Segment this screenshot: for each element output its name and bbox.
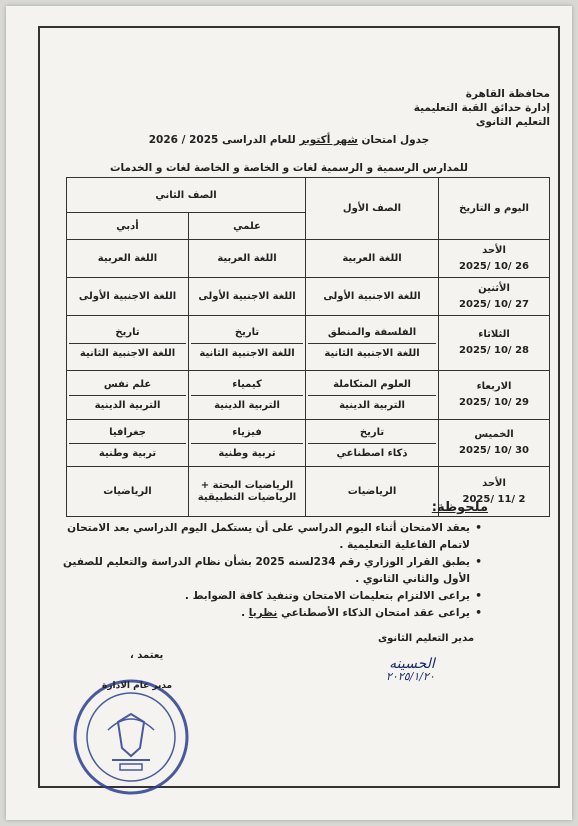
governorate-name: محافظة القاهرة [465, 88, 550, 100]
notes-list [62, 520, 482, 622]
subject-name: التربية الدينية [339, 399, 405, 411]
day-name: الأحد [482, 477, 506, 489]
subject-name: تاريخ [191, 327, 303, 344]
cell-literary-subjects [67, 278, 189, 316]
cell-first-subjects [306, 240, 439, 278]
note-item: • يطبق القرار الوزاري رقم 234لسنه 2025 بشأن نظام الدراسة والتعليم للصفين الأول والثاني الثانوي . [62, 556, 482, 585]
cell-day-date [439, 316, 550, 371]
subject-name: ذكاء اصطناعي [336, 447, 408, 459]
cell-literary-subjects [67, 467, 189, 517]
cell-first-subjects [306, 316, 439, 371]
day-name: الثلاثاء [478, 329, 510, 340]
cell-science-subjects [189, 420, 306, 467]
subject-name: علم نفس [69, 379, 186, 396]
exam-date: 2025/ 11/ 2 [462, 493, 526, 505]
header-day-date: اليوم و التاريخ [439, 178, 550, 240]
subject-name: فيزياء [191, 427, 303, 444]
administration-name: إدارة حدائق القبة التعليمية [413, 102, 550, 114]
cell-science-subjects [189, 371, 306, 420]
table-header-row [67, 178, 550, 213]
day-name: الأثنين [478, 282, 510, 294]
table-row [67, 240, 550, 278]
subject-name: اللغة الاجنبية الأولى [198, 290, 296, 302]
table-row [67, 278, 550, 316]
subject-name: الفلسفة والمنطق [308, 327, 436, 344]
cell-day-date [439, 278, 550, 316]
subject-name: التربية الدينية [214, 399, 280, 411]
subject-name: التربية الدينية [94, 399, 161, 411]
cell-first-subjects [306, 467, 439, 517]
day-name: الأحد [482, 244, 506, 256]
handwritten-signature: الحسينه ٢٠٢٥/١/٢٠ [386, 656, 435, 683]
exam-date: 2025/ 10/ 29 [459, 397, 529, 408]
table-row [67, 371, 550, 420]
subject-name: الرياضيات التطبيقية [197, 491, 297, 503]
subject-name: اللغة الاجنبية الثانية [324, 347, 420, 359]
subject-name: اللغة العربية [342, 252, 402, 264]
note-item: • يعقد الامتحان أثناء اليوم الدراسي على أن يستكمل اليوم الدراسي بعد الامتحان لاتمام الفاعلية التعليمية . [67, 522, 482, 551]
header-second-grade: الصف الثاني [67, 178, 306, 213]
subject-name: اللغة الاجنبية الأولى [78, 290, 177, 302]
title-month: شهر أكتوبر [299, 134, 358, 146]
header-science: علمي [189, 213, 306, 240]
cell-science-subjects [189, 240, 306, 278]
signatory-title: مدير التعليم الثانوى [378, 633, 475, 644]
bullet-icon: • [475, 556, 482, 568]
title-prefix: جدول امتحان [361, 134, 430, 146]
cell-day-date [439, 420, 550, 467]
day-name: الخميس [474, 429, 514, 440]
cell-science-subjects [189, 278, 306, 316]
document-page [6, 6, 572, 820]
subject-name: العلوم المتكاملة [308, 379, 436, 396]
note-item: • يراعى الالتزام بتعليمات الامتحان وتنفيذ كافة الضوابط . [62, 588, 482, 605]
notes-title: ملحوظة: [431, 500, 488, 515]
subject-name: تاريخ [308, 427, 436, 444]
exam-date: 2025/ 10/ 26 [459, 260, 529, 272]
subject-name: جغرافيا [69, 427, 186, 444]
day-name: الاربعاء [476, 381, 512, 392]
document-title [6, 134, 572, 146]
department-name: التعليم الثانوى [475, 116, 550, 128]
subject-name: الرياضيات [347, 485, 397, 497]
exam-date: 2025/ 10/ 30 [459, 445, 529, 456]
official-stamp-icon [68, 674, 194, 800]
subject-name: تربية وطنية [218, 447, 276, 459]
cell-literary-subjects [67, 240, 189, 278]
cell-first-subjects [306, 420, 439, 467]
stamp-caption: مدير عام الادارة [102, 681, 173, 691]
exam-date: 2025/ 10/ 28 [459, 345, 529, 356]
subject-name: كيمياء [191, 379, 303, 396]
table-row [67, 420, 550, 467]
schedule-rows [67, 240, 550, 517]
exam-schedule-table [66, 177, 550, 517]
table-row [67, 316, 550, 371]
bullet-icon: • [475, 607, 482, 619]
cell-literary-subjects [67, 371, 189, 420]
cell-science-subjects [189, 316, 306, 371]
subject-name: الرياضيات البحتة + [200, 479, 294, 491]
subject-name: الرياضيات [103, 485, 152, 497]
subject-name: تاريخ [69, 327, 186, 344]
subject-name: تربية وطنية [98, 447, 157, 459]
subject-name: اللغة الاجنبية الثانية [79, 347, 176, 359]
cell-day-date [439, 240, 550, 278]
header-literary: أدبي [67, 213, 189, 240]
bullet-icon: • [475, 590, 482, 602]
cell-science-subjects [189, 467, 306, 517]
note-item: • يراعى عقد امتحان الذكاء الأصطناعي نظريا . [62, 605, 482, 622]
bullet-icon: • [475, 522, 482, 534]
subject-name: اللغة الاجنبية الأولى [323, 290, 421, 302]
subject-name: اللغة العربية [217, 252, 277, 264]
document-subtitle: للمدارس الرسمية و الرسمية لغات و الخاصة و الخاصة لغات و الخدمات [110, 162, 468, 174]
subject-name: اللغة العربية [97, 252, 158, 264]
cell-first-subjects [306, 371, 439, 420]
cell-first-subjects [306, 278, 439, 316]
cell-literary-subjects [67, 420, 189, 467]
exam-date: 2025/ 10/ 27 [459, 298, 529, 310]
subject-name: اللغة الاجنبية الثانية [199, 347, 295, 359]
title-suffix: للعام الدراسى 2025 / 2026 [148, 134, 296, 146]
cell-day-date [439, 371, 550, 420]
header-first-grade: الصف الأول [306, 178, 439, 240]
approval-label: يعتمد ، [130, 650, 164, 661]
cell-literary-subjects [67, 316, 189, 371]
